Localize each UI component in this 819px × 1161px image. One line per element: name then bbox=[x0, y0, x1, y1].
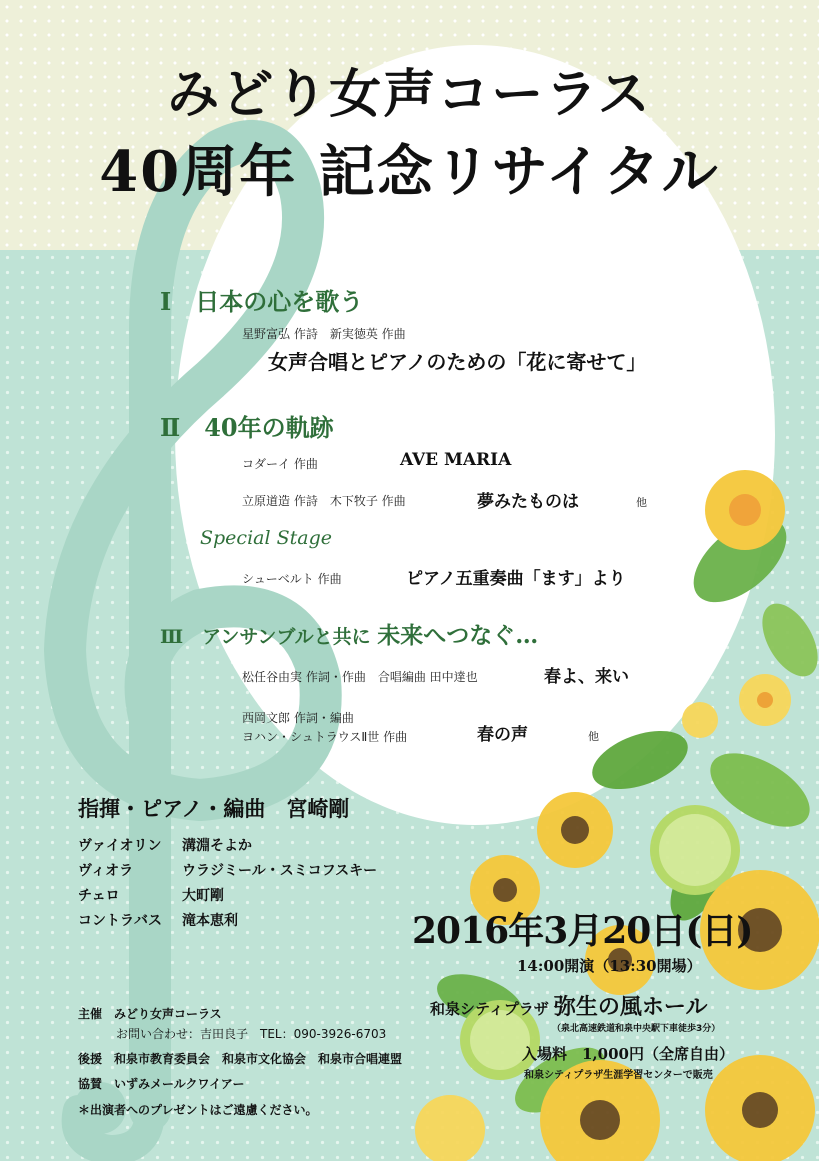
title-line-2: 40周年 記念リサイタル bbox=[99, 139, 720, 205]
organizer-support: 後援 和泉市教育委員会 和泉市文化協会 和泉市合唱連盟 bbox=[78, 1052, 403, 1066]
section-2-heading: Ⅱ 40年の軌跡 bbox=[160, 413, 334, 442]
performer-role-1: ヴィオラ bbox=[78, 863, 134, 879]
performer-name-3: 滝本恵利 bbox=[182, 913, 238, 929]
section-3-item-2-work: 春の声 bbox=[477, 725, 528, 745]
event-venue bbox=[430, 990, 707, 1021]
performer-name-2: 大町剛 bbox=[182, 888, 224, 904]
section-3-heading-emphasis: 未来へつなぐ… bbox=[377, 622, 539, 649]
performer-name-1: ウラジミール・スミコフスキー bbox=[182, 863, 378, 879]
section-2-item-1-credit: コダーイ 作曲 bbox=[242, 457, 318, 471]
section-3-item-1-work: 春よ、来い bbox=[544, 667, 629, 687]
section-3-item-2-credit-2: ヨハン・シュトラウスⅡ世 作曲 bbox=[242, 730, 408, 744]
performer-role-3: コントラバス bbox=[78, 913, 162, 929]
title-line-1: みどり女声コーラス bbox=[167, 64, 652, 125]
performer-role-0: ヴァイオリン bbox=[78, 838, 162, 854]
conductor: 指揮・ピアノ・編曲 宮崎剛 bbox=[78, 796, 350, 821]
special-stage-label: Special Stage bbox=[200, 527, 332, 549]
section-2-item-2-work: 夢みたものは bbox=[477, 492, 579, 512]
organizer-host: 主催 みどり女声コーラス bbox=[78, 1007, 222, 1021]
section-1-credit: 星野富弘 作詩 新実徳英 作曲 bbox=[242, 327, 406, 341]
section-3-item-1-credit: 松任谷由実 作詞・作曲 合唱編曲 田中達也 bbox=[242, 670, 478, 684]
special-stage-credit: シューベルト 作曲 bbox=[242, 572, 342, 586]
venue-main: 弥生の風ホール bbox=[553, 994, 708, 1020]
event-date: 2016年3月20日(日) bbox=[412, 910, 753, 952]
organizer-contact: お問い合わせ：吉田良子 TEL：090-3926-6703 bbox=[116, 1027, 387, 1041]
section-3-heading-prefix: Ⅲ アンサンブルと共に bbox=[160, 626, 371, 648]
section-3-item-2-credit-1: 西岡文郎 作詞・編曲 bbox=[242, 711, 354, 725]
section-1-heading: Ⅰ 日本の心を歌う bbox=[160, 287, 364, 316]
venue-prefix: 和泉シティプラザ bbox=[430, 1000, 549, 1018]
ticket-sales: 和泉シティプラザ生涯学習センターで販売 bbox=[524, 1070, 713, 1081]
section-2-item-2-other: 他 bbox=[636, 496, 647, 509]
performer-name-0: 溝淵そよか bbox=[182, 838, 252, 854]
organizer-sponsor: 協賛 いずみメールクワイアー bbox=[78, 1077, 245, 1091]
venue-access: （泉北高速鉄道和泉中央駅下車徒歩3分） bbox=[552, 1024, 721, 1034]
performer-role-2: チェロ bbox=[78, 888, 120, 904]
section-2-item-2-credit: 立原道造 作詩 木下牧子 作曲 bbox=[242, 494, 406, 508]
section-3-heading bbox=[160, 617, 538, 650]
audience-note: ＊出演者へのプレゼントはご遠慮ください。 bbox=[78, 1103, 318, 1117]
section-2-item-1-work: AVE MARIA bbox=[400, 450, 512, 470]
special-stage-work: ピアノ五重奏曲「ます」より bbox=[406, 569, 626, 589]
section-3-item-2-other: 他 bbox=[588, 730, 599, 743]
section-1-work: 女声合唱とピアノのための「花に寄せて」 bbox=[268, 350, 647, 374]
event-time: 14:00開演（13:30開場） bbox=[517, 957, 702, 975]
admission-fee: 入場料 1,000円（全席自由） bbox=[522, 1045, 734, 1063]
